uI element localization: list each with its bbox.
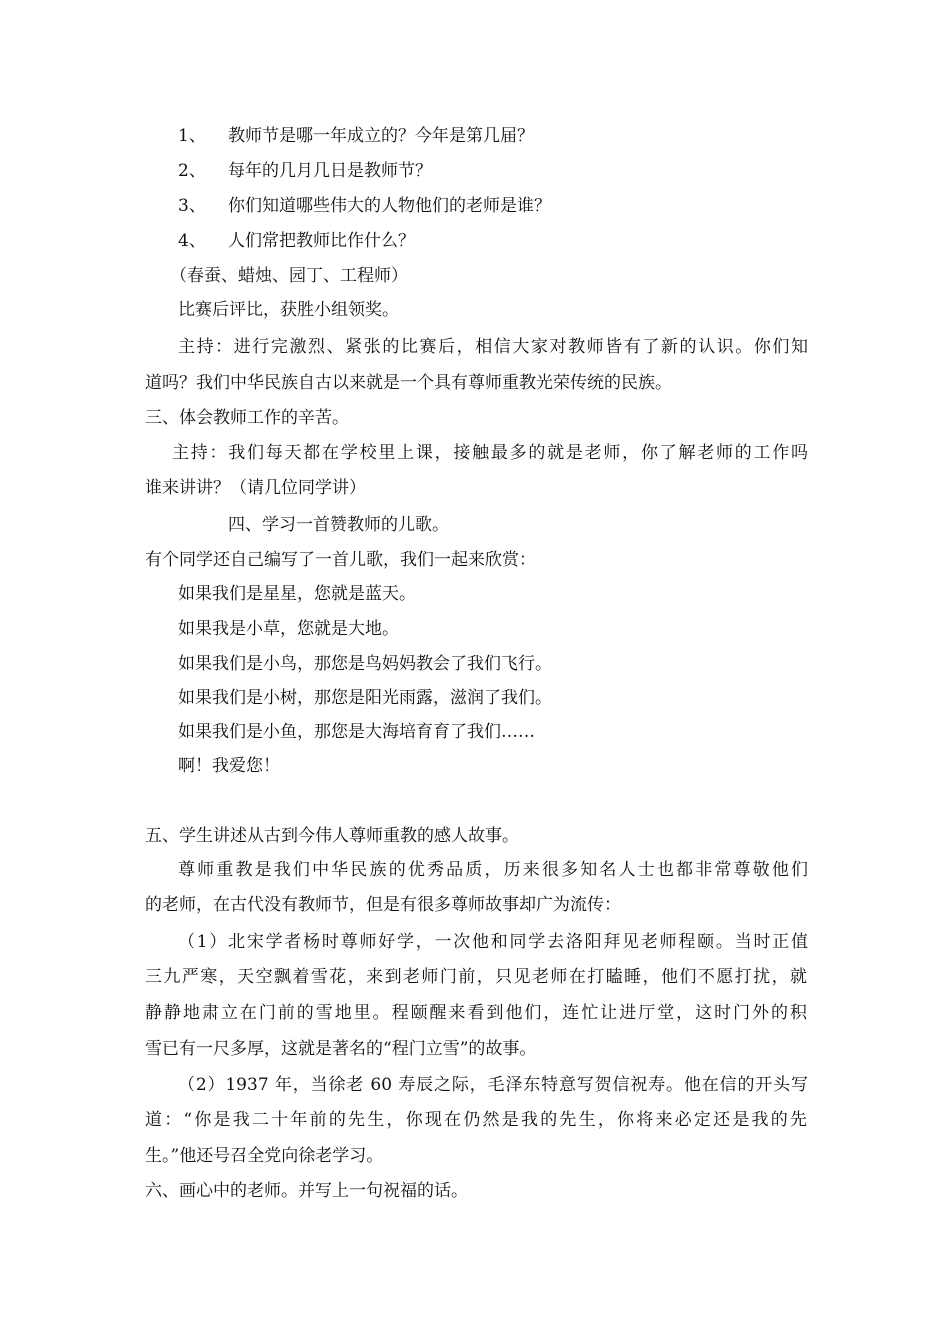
question-1 [178,126,534,146]
story-2-line-3: 生。”他还号召全党向徐老学习。 [145,1146,384,1166]
story-1-line-4: 雪已有一尺多厚，这就是著名的“程门立雪”的故事。 [145,1039,537,1059]
song-intro: 有个同学还自己编写了一首儿歌，我们一起来欣赏： [145,550,536,570]
question-number: 4、 [178,231,206,251]
question-text: 人们常把教师比作什么？ [228,231,415,251]
question-text: 每年的几月几日是教师节？ [228,161,432,181]
song-line-6: 啊！我爱您！ [178,756,280,776]
section-3-heading: 三、体会教师工作的辛苦。 [145,408,349,428]
section-4-heading: 四、学习一首赞教师的儿歌。 [228,515,449,535]
question-2 [178,161,432,181]
story-2-line-1: （2）1937 年，当徐老 60 寿辰之际，毛泽东特意写贺信祝寿。他在信的开头写 [178,1075,808,1095]
song-line-1: 如果我们是星星，您就是蓝天。 [178,584,416,604]
section-5-heading: 五、学生讲述从古到今伟人尊师重教的感人故事。 [145,826,519,846]
host-paragraph-1-line-1: 主持：进行完激烈、紧张的比赛后，相信大家对教师皆有了新的认识。你们知 [178,337,808,357]
question-number: 2、 [178,161,206,181]
question-number: 3、 [178,196,206,216]
award-line: 比赛后评比，获胜小组领奖。 [178,300,399,320]
story-1-line-1: （1）北宋学者杨时尊师好学，一次他和同学去洛阳拜见老师程颐。当时正值 [178,932,808,952]
question-text: 教师节是哪一年成立的？今年是第几届？ [228,126,534,146]
story-1-line-3: 静静地肃立在门前的雪地里。程颐醒来看到他们，连忙让进厅堂，这时门外的积 [145,1003,807,1023]
song-line-2: 如果我是小草，您就是大地。 [178,619,399,639]
section-6-heading: 六、画心中的老师。并写上一句祝福的话。 [145,1181,468,1201]
question-4 [178,231,415,251]
section-5-intro-line-1: 尊师重教是我们中华民族的优秀品质，历来很多知名人士也都非常尊敬他们 [178,860,808,880]
host-paragraph-1-line-2: 道吗？我们中华民族自古以来就是一个具有尊师重教光荣传统的民族。 [145,373,672,393]
story-2-line-2: 道：“你是我二十年前的先生，你现在仍然是我的先生，你将来必定还是我的先 [145,1110,807,1130]
question-3 [178,196,551,216]
story-1-line-2: 三九严寒，天空飘着雪花，来到老师门前，只见老师在打瞌睡，他们不愿打扰，就 [145,967,807,987]
host-paragraph-2-line-2: 谁来讲讲？（请几位同学讲） [145,478,366,498]
answer-hint: （春蚕、蜡烛、园丁、工程师） [170,266,408,286]
question-text: 你们知道哪些伟大的人物他们的老师是谁？ [228,196,551,216]
section-5-intro-line-2: 的老师，在古代没有教师节，但是有很多尊师故事却广为流传： [145,895,621,915]
question-number: 1、 [178,126,206,146]
song-line-3: 如果我们是小鸟，那您是鸟妈妈教会了我们飞行。 [178,654,552,674]
host-paragraph-2-line-1: 主持：我们每天都在学校里上课，接触最多的就是老师，你了解老师的工作吗 [172,443,808,463]
song-line-4: 如果我们是小树，那您是阳光雨露，滋润了我们。 [178,688,552,708]
song-line-5: 如果我们是小鱼，那您是大海培育育了我们…… [178,722,535,742]
